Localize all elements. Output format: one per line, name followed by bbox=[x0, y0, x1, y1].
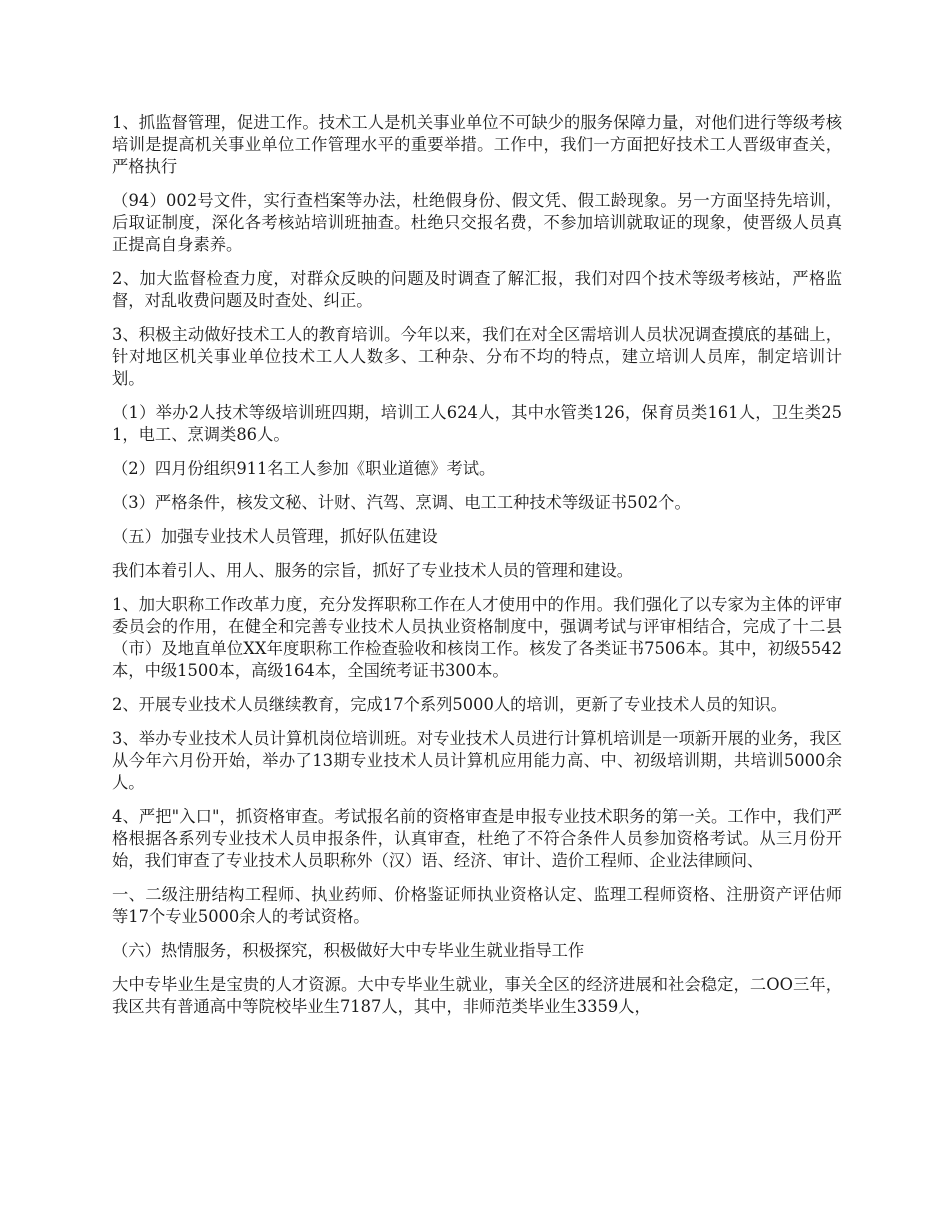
paragraph-qualification-review: 4、严把"入口"，抓资格审查。考试报名前的资格审查是申报专业技术职务的第一关。工作中，我们严格根据各系列专业技术人员申报条件，认真审查，杜绝了不符合条件人员参加资格考试。从三月份开始，我们审查了专业技术人员职称外（汉）语、经济、审计、造价工程师、企业法律顾问、 bbox=[112, 807, 842, 870]
paragraph-exam-qualifications: 一、二级注册结构工程师、执业药师、价格鉴证师执业资格认定、监理工程师资格、注册资产评估师等17个专业5000余人的考试资格。 bbox=[112, 885, 842, 926]
section-heading-five: （五）加强专业技术人员管理，抓好队伍建设 bbox=[112, 527, 438, 546]
paragraph-worker-supervision: 1、抓监督管理，促进工作。技术工人是机关事业单位不可缺少的服务保障力量，对他们进行等级考核培训是提高机关事业单位工作管理水平的重要举措。工作中，我们一方面把好技术工人晋级审查关，严格执行 bbox=[112, 113, 842, 176]
paragraph-training-classes: （1）举办2人技术等级培训班四期，培训工人624人，其中水管类126，保育员类161人，卫生类251，电工、烹调类86人。 bbox=[112, 403, 842, 444]
section-heading-six: （六）热情服务，积极探究，积极做好大中专毕业生就业指导工作 bbox=[112, 941, 585, 960]
paragraph-purpose: 我们本着引人、用人、服务的宗旨，抓好了专业技术人员的管理和建设。 bbox=[112, 561, 634, 580]
document-page bbox=[112, 112, 842, 1030]
paragraph-worker-training: 3、积极主动做好技术工人的教育培训。今年以来，我们在对全区需培训人员状况调查摸底的基础上，针对地区机关事业单位技术工人人数多、工种杂、分布不均的特点，建立培训人员库，制定培训计划。 bbox=[112, 325, 842, 388]
paragraph-certificates: （3）严格条件，核发文秘、计财、汽驾、烹调、电工工种技术等级证书502个。 bbox=[112, 493, 691, 512]
paragraph-document-94-002: （94）002号文件，实行查档案等办法，杜绝假身份、假文凭、假工龄现象。另一方面坚持先培训，后取证制度，深化各考核站培训班抽查。杜绝只交报名费，不参加培训就取证的现象，使晋级人员真正提高自身素养。 bbox=[112, 191, 842, 254]
paragraph-ethics-exam: （2）四月份组织911名工人参加《职业道德》考试。 bbox=[112, 459, 496, 478]
paragraph-computer-training: 3、举办专业技术人员计算机岗位培训班。对专业技术人员进行计算机培训是一项新开展的业务，我区从今年六月份开始，举办了13期专业技术人员计算机应用能力高、中、初级培训期，共培训5000余人。 bbox=[112, 729, 842, 792]
paragraph-continuing-education: 2、开展专业技术人员继续教育，完成17个系列5000人的培训，更新了专业技术人员的知识。 bbox=[112, 695, 787, 714]
paragraph-graduates: 大中专毕业生是宝贵的人才资源。大中专毕业生就业，事关全区的经济进展和社会稳定，二OO三年，我区共有普通高中等院校毕业生7187人，其中，非师范类毕业生3359人， bbox=[112, 975, 842, 1016]
paragraph-inspection: 2、加大监督检查力度，对群众反映的问题及时调查了解汇报，我们对四个技术等级考核站，严格监督，对乱收费问题及时查处、纠正。 bbox=[112, 269, 842, 310]
paragraph-title-reform: 1、加大职称工作改革力度，充分发挥职称工作在人才使用中的作用。我们强化了以专家为主体的评审委员会的作用，在健全和完善专业技术人员执业资格制度中，强调考试与评审相结合，完成了十二县（市）及地直单位XX年度职称工作检查验收和核岗工作。核发了各类证书7506本。其中，初级5542本，中级1500本，高级164本，全国统考证书300本。 bbox=[112, 595, 842, 680]
